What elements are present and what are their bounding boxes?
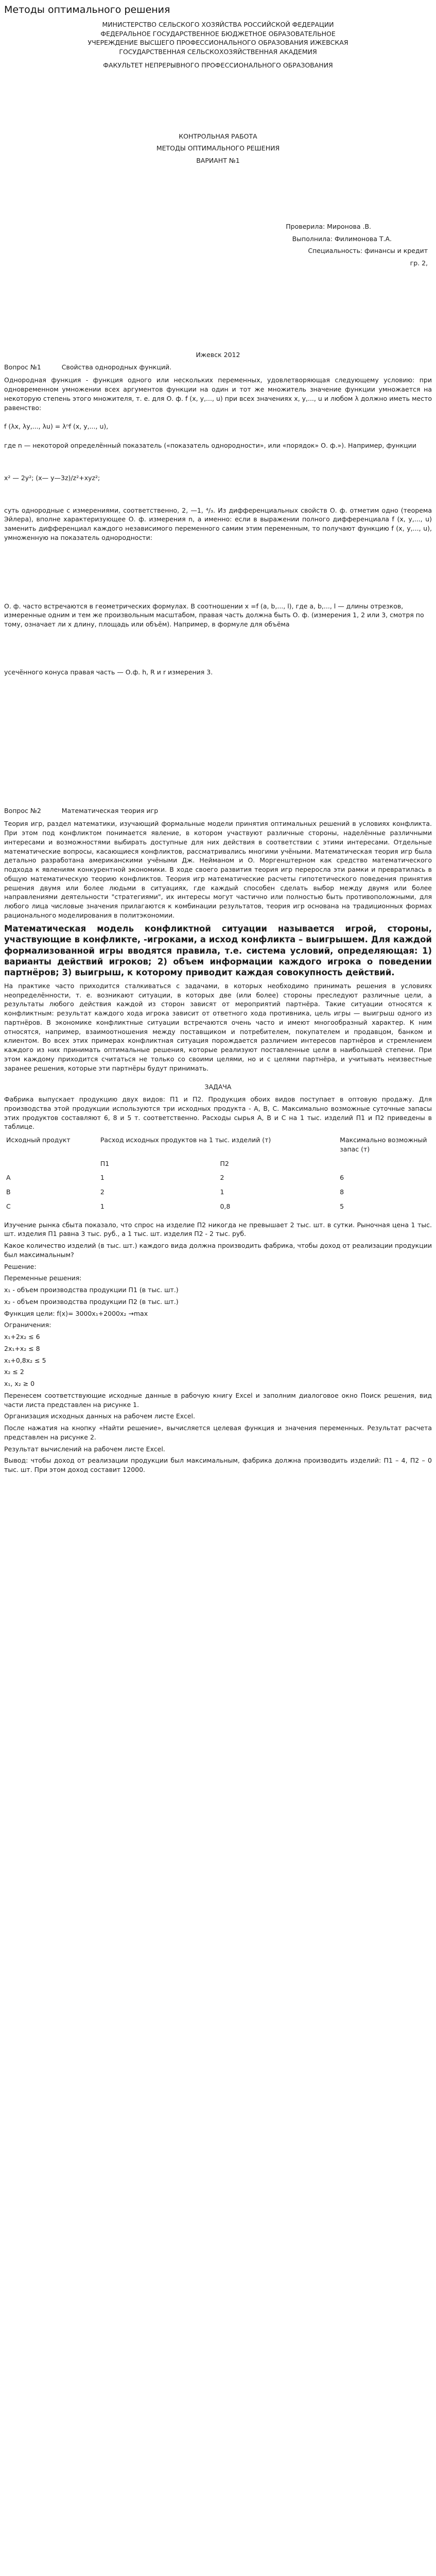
- constraints-heading: Ограничения:: [4, 1321, 51, 1329]
- work-variant: ВАРИАНТ №1: [196, 157, 240, 165]
- table-row: [4, 1172, 432, 1187]
- table-row: [4, 1187, 432, 1201]
- header-product: Исходный продукт: [6, 1136, 71, 1144]
- question-2-label: Вопрос №2: [4, 806, 41, 815]
- variable-x2: x₂ - объем производства продукции П2 (в тыс. шт.): [4, 1297, 179, 1306]
- task-heading: ЗАДАЧА: [204, 1083, 232, 1091]
- q2-paragraph-1: Теория игр, раздел математики, изучающий формальные модели принятия оптимальных решений в условиях конфликта. При этом под конфликтом понимается явление, в котором участвуют различные стороны, наделённые различными интересами и возможностями выбирать доступные для них действия в соответствии с этими интересами. Отдельные математические вопросы, касающиеся конфликтов, рассматривались многими учёными. Математическая теория игр была детально разработана американскими учёными Дж. Нейманом и О. Моргенштерном как средство математического подхода к явлениям конкурентной экономики. В ходе своего развития теория игр переросла эти рамки и превратилась в общую математическую теорию конфликтов. Теория игр математические расчеты гипотетического поведения принятия решения двумя или более людьми в ситуациях, где каждый способен сделать выбор между двумя или более направлениями деятельности "стратегиями", их интересы могут частично или полностью быть противоположными, для любого лица числовые значения прилагаются к комбинации результатов, теория игр основана на традиционных формах рационального моделирования в политэкономии.: [4, 820, 432, 919]
- constraint-2: 2x₁+x₂ ≤ 8: [4, 1344, 40, 1352]
- work-subject: МЕТОДЫ ОПТИМАЛЬНОГО РЕШЕНИЯ: [156, 144, 280, 152]
- row-p2: 2: [220, 1174, 224, 1182]
- city-year: Ижевск 2012: [196, 350, 240, 359]
- q1-paragraph-1: Однородная функция - функция одного или нескольких переменных, удовлетворяющая следующему условию: при одновременном умножении всех аргументов функции на один и тот же множитель значение функции умножается на некоторую степень этого множителя, т. е. для О. ф. f (x, y,..., u) при всех значениях x, y,..., u и любом λ должно иметь место равенство:: [4, 376, 432, 412]
- row-max: 8: [340, 1188, 344, 1196]
- constraint-1: x₁+2x₂ ≤ 6: [4, 1333, 40, 1341]
- task-paragraph-2: Изучение рынка сбыта показало, что спрос на изделие П2 никогда не превышает 2 тыс. шт. в сутки. Рыночная цена 1 тыс. шт. изделия П1 равна 3 тыс. руб., а 1 тыс. шт. изделия П2 - 2 тыс. руб.: [4, 1221, 432, 1238]
- organization-header: [4, 20, 432, 70]
- solution-label: Решение:: [4, 1262, 37, 1270]
- org-line-4: ГОСУДАРСТВЕННАЯ СЕЛЬСКОХОЗЯЙСТВЕННАЯ АКАДЕМИЯ: [119, 48, 317, 56]
- q1-examples: x² — 2y²; (x— y—3z)/z²+xyz²;: [4, 473, 100, 482]
- resource-table: [4, 1134, 432, 1215]
- question-2-title: Математическая теория игр: [61, 806, 159, 815]
- question-1-label: Вопрос №1: [4, 363, 41, 371]
- header-max-stock: Максимально возможный запас (т): [340, 1136, 427, 1153]
- table-subheader-row: [4, 1158, 432, 1173]
- row-p1: 1: [100, 1202, 104, 1210]
- objective-function: Функция цели: f(x)= 3000x₁+2000x₂ →max: [4, 1309, 148, 1317]
- task-paragraph-6: После нажатия на кнопку «Найти решение», вычисляется целевая функция и значения переменных. Результат расчета представлен на рисунке 2.: [4, 1424, 432, 1441]
- checked-by: Проверила: Миронова .В.: [286, 222, 371, 230]
- subheader-p2: П2: [220, 1159, 229, 1167]
- org-line-3: УЧЕРЕЖДЕНИЕ ВЫСШЕГО ПРОФЕССИОНАЛЬНОГО ОБРАЗОВАНИЯ ИЖЕВСКАЯ: [88, 39, 348, 47]
- task-paragraph-3: Какое количество изделий (в тыс. шт.) каждого вида должна производить фабрика, чтобы доход от реализации продукции был максимальным?: [4, 1242, 432, 1259]
- task-paragraph-5: Организация исходных данных на рабочем листе Excel.: [4, 1412, 195, 1420]
- task-paragraph-1: Фабрика выпускает продукцию двух видов: П1 и П2. Продукция обоих видов поступает в оптовую продажу. Для производства этой продукции используются три исходных продукта - А, В, С. Максимально возможные суточные запасы этих продуктов составляют 6, 8 и 5 т. соответственно. Расходы сырья А, В и С на 1 тыс. изделий П1 и П2 приведены в таблице.: [4, 1095, 432, 1131]
- table-row: [4, 1201, 432, 1215]
- subheader-p1: П1: [100, 1159, 110, 1167]
- document-title: Методы оптимального решения: [4, 4, 170, 15]
- q2-paragraph-2: На практике часто приходится сталкиваться с задачами, в которых необходимо принимать решения в условиях неопределённости, т. е. возникают ситуации, в которых две (или более) стороны преследуют различные цели, а результаты любого действия каждой из сторон зависят от мероприятий партнёра. Такие ситуации относятся к конфликтным: результат каждого хода игрока зависит от ответного хода противника, цель игры — выигрыш одного из партнёров. В экономике конфликтные ситуации встречаются очень часто и имеют многообразный характер. К ним относятся, например, взаимоотношения между поставщиком и потребителем, покупателем и продавцом, банком и клиентом. Во всех этих примерах конфликтная ситуация порождается различием интересов партнёров и стремлением каждого из них принимать оптимальные решения, которые реализуют поставленные цели в наибольшей степени. При этом каждому приходится считаться не только со своими целями, но и с целями партнёра, и учитывать неизвестные заранее решения, которые эти партнёры будут принимать.: [4, 981, 432, 1072]
- q2-bold-definition: Математическая модель конфликтной ситуации называется игрой, стороны, участвующие в конфликте, -игроками, а исход конфликта – выигрышем. Для каждой формализованной игры вводятся правила, т.е. система условий, определяющая: 1) варианты действий игроков; 2) объем информации каждого игрока о поведении партнёров; 3) выигрыш, к которому приводит каждая совокупность действий.: [4, 923, 432, 978]
- table-header-row: [4, 1134, 432, 1158]
- faculty-name: ФАКУЛЬТЕТ НЕПРЕРЫВНОГО ПРОФЕССИОНАЛЬНОГО ОБРАЗОВАНИЯ: [103, 61, 333, 69]
- header-consumption: Расход исходных продуктов на 1 тыс. изделий (т): [100, 1136, 271, 1144]
- q1-paragraph-4: О. ф. часто встречаются в геометрических формулах. В соотношении x =f (a, b,..., l), где a, b,..., l — длины отрезков, измеренные одним и тем же произвольным масштабом, правая часть должна быть О. ф. (измерения 1, 2 или 3, смотря по тому, означает ли x длину, площадь или объём). Например, в формуле для объёма: [4, 602, 424, 629]
- variables-heading: Переменные решения:: [4, 1274, 82, 1282]
- row-p2: 0,8: [220, 1202, 231, 1210]
- question-1-heading: [4, 363, 432, 372]
- q1-paragraph-3: суть однородные с измерениями, соответственно, 2, —1, ⁴/₃. Из дифференциальных свойств О. ф. отметим одно (теорема Эйлера), вполне характеризующее О. ф. измерения n, а именно: если в выражении полного дифференциала f (x, y,..., u) заменить дифференциал каждого независимого переменного самим этим переменным, то получают функцию f (x, y,..., u), умноженную на показатель однородности:: [4, 506, 432, 541]
- row-p1: 2: [100, 1188, 104, 1196]
- task-paragraph-4: Перенесем соответствующие исходные данные в рабочую книгу Excel и заполним диалоговое окно Поиск решения, вид части листа представлен на рисунке 1.: [4, 1391, 432, 1409]
- work-title-block: [4, 132, 432, 165]
- task-paragraph-7: Результат вычислений на рабочем листе Excel.: [4, 1445, 165, 1453]
- q1-paragraph-5: усечённого конуса правая часть — О.ф. h, R и r измерения 3.: [4, 668, 213, 676]
- variable-x1: x₁ - объем производства продукции П1 (в тыс. шт.): [4, 1286, 179, 1294]
- row-max: 6: [340, 1174, 344, 1182]
- group: гр. 2,: [410, 259, 428, 267]
- author-block: [4, 222, 432, 268]
- task-conclusion: Вывод: чтобы доход от реализации продукции был максимальным, фабрика должна производить изделий: П1 – 4, П2 – 0 тыс. шт. При этом доход составит 12000.: [4, 1456, 432, 1474]
- row-name: B: [6, 1188, 11, 1196]
- row-max: 5: [340, 1202, 344, 1210]
- specialty: Специальность: финансы и кредит: [308, 247, 428, 255]
- org-line-2: ФЕДЕРАЛЬНОЕ ГОСУДАРСТВЕННОЕ БЮДЖЕТНОЕ ОБРАЗОВАТЕЛЬНОЕ: [100, 29, 336, 38]
- work-type: КОНТРОЛЬНАЯ РАБОТА: [179, 132, 257, 140]
- row-p2: 1: [220, 1188, 224, 1196]
- row-name: A: [6, 1174, 11, 1182]
- done-by: Выполнила: Филимонова Т.А.: [292, 234, 392, 243]
- question-1-title: Свойства однородных функций.: [61, 363, 172, 371]
- constraint-5: x₁, x₂ ≥ 0: [4, 1380, 35, 1388]
- constraint-4: x₂ ≤ 2: [4, 1368, 24, 1376]
- q1-formula: f (λx, λy,..., λu) = λⁿf (x, y,..., u),: [4, 422, 109, 431]
- q1-paragraph-2: где n — некоторой определённый показатель («показатель однородности», или «порядок» О. ф.»). Например, функции: [4, 442, 416, 450]
- question-2-heading: [4, 806, 432, 816]
- row-p1: 1: [100, 1174, 104, 1182]
- org-line-1: МИНИСТЕРСТВО СЕЛЬСКОГО ХОЗЯЙСТВА РОССИЙСКОЙ ФЕДЕРАЦИИ: [102, 20, 334, 28]
- row-name: C: [6, 1202, 11, 1210]
- constraint-3: x₁+0,8x₂ ≤ 5: [4, 1356, 46, 1364]
